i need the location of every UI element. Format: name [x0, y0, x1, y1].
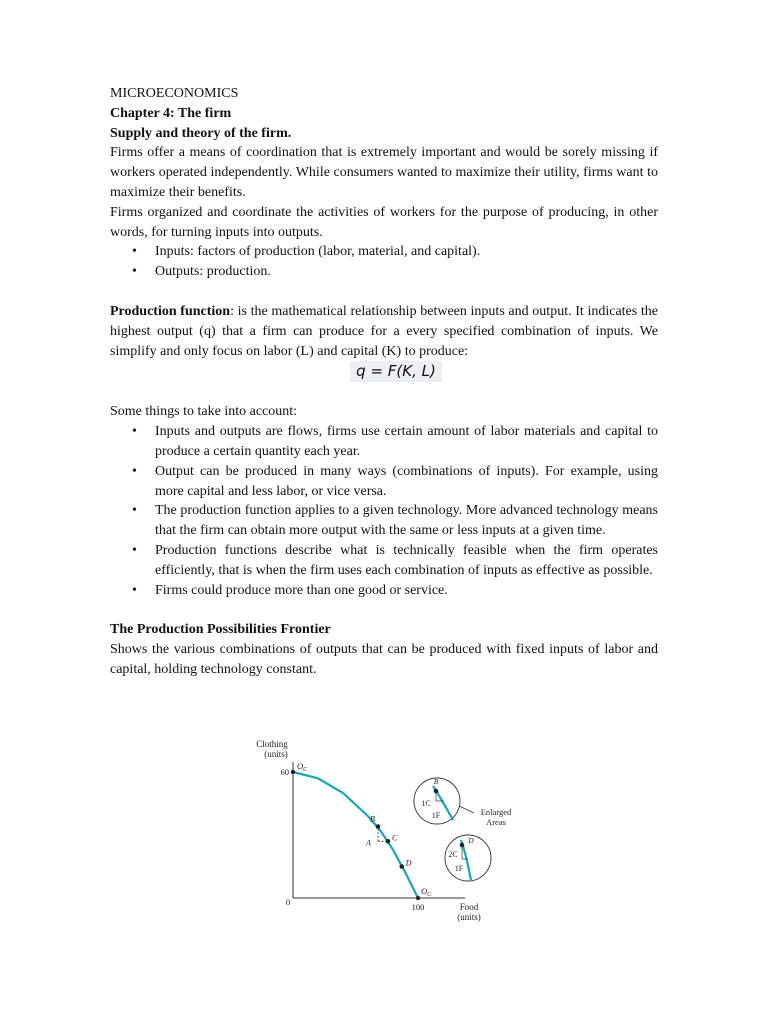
inputs-outputs-list: [110, 242, 658, 282]
list-item: • Output can be produced in many ways (combinations of inputs). For example, using more capital and less labor, or vice versa.: [155, 462, 658, 502]
ppf-point-label-b: B: [370, 814, 375, 824]
ppf-description: Shows the various combinations of outputs that can be produced with fixed inputs of labor and capital, holding technology constant.: [110, 642, 658, 677]
list-item: • The production function applies to a given technology. More advanced technology means that the firm can obtain more output with the same or less inputs at a given time.: [155, 501, 658, 541]
production-function-definition: : is the mathematical relationship between inputs and output. It indicates the highest output (q) that a firm can produce for a every specified combination of inputs. We simplify and only focus on labor (L) and capital (K) to produce:: [110, 303, 658, 359]
spacer: [110, 282, 658, 302]
x-axis-label-units: (units): [457, 912, 481, 922]
inset-label-d: D: [468, 836, 474, 845]
inset-label-1c: 1C: [421, 799, 431, 808]
formula-block: [110, 361, 658, 385]
callout-label-2: Areas: [486, 817, 506, 827]
production-formula: q = F(K, L): [350, 361, 442, 382]
list-item: • Firms could produce more than one good or service.: [155, 581, 658, 601]
list-item: • Inputs: factors of production (labor, material, and capital).: [155, 242, 658, 262]
document-body: [110, 84, 658, 680]
paragraph-coordination: Firms offer a means of coordination that is extremely important and would be sorely missing if workers operated independently. While consumers wanted to maximize their utility, firms want to maximize their benefits.: [110, 145, 658, 200]
spacer: [110, 385, 658, 402]
y-axis-label-units: (units): [264, 749, 288, 759]
paragraph-organization: Firms organized and coordinate the activities of workers for the purpose of producing, in other words, for turning inputs into outputs.: [110, 204, 658, 240]
inset-label-2c: 2C: [448, 850, 458, 859]
ppf-heading: The Production Possibilities Frontier: [110, 622, 331, 638]
ppf-point-b: [376, 824, 381, 829]
spacer: [110, 600, 658, 620]
y-tick-label: 60: [280, 767, 289, 777]
doc-heading: MICROECONOMICS: [110, 86, 239, 101]
ppf-point-c: [386, 839, 391, 844]
production-function-term: Production function: [110, 303, 231, 319]
list-item: • Inputs and outputs are flows, firms use certain amount of labor materials and capital to produce a certain quantity each year.: [155, 422, 658, 462]
callout-label: Enlarged: [480, 807, 512, 817]
chapter-title: Chapter 4: The firm: [110, 105, 232, 121]
callout-line: [459, 806, 474, 813]
ppf-chart: [240, 732, 530, 932]
list-item: • Production functions describe what is technically feasible when the firm operates efficiently, that is when the firm uses each combination of inputs as effective as possible.: [155, 541, 658, 581]
ppf-curve: [293, 772, 418, 898]
things-intro: Some things to take into account:: [110, 404, 298, 420]
ppf-point-label-c: C: [392, 833, 398, 843]
ppf-point-label-d: D: [405, 858, 412, 868]
ppf-endpoint-top: [291, 770, 295, 774]
considerations-list: [110, 422, 658, 600]
x-axis-label: Food: [459, 902, 479, 912]
inset-label-1f: 1F: [431, 811, 441, 820]
ppf-point-d: [399, 864, 404, 869]
oc-bottom-label: $O_C$: [421, 886, 432, 898]
y-axis-label: Clothing: [256, 739, 288, 749]
ppf-points: [291, 770, 420, 900]
ppf-figure: [240, 732, 530, 932]
ppf-point-label-a: A: [366, 838, 371, 848]
paragraph-production-function: [110, 302, 658, 361]
list-item: • Outputs: production.: [155, 262, 658, 282]
x-tick-label: 100: [411, 902, 425, 912]
origin-label: 0: [285, 897, 291, 907]
section-title: Supply and theory of the firm.: [110, 125, 292, 141]
ppf-endpoint-bottom: [416, 896, 420, 900]
inset-label-1f-d: 1F: [454, 864, 464, 873]
inset-label-b: B: [433, 777, 439, 786]
oc-top-label: $O_C$: [297, 761, 308, 773]
